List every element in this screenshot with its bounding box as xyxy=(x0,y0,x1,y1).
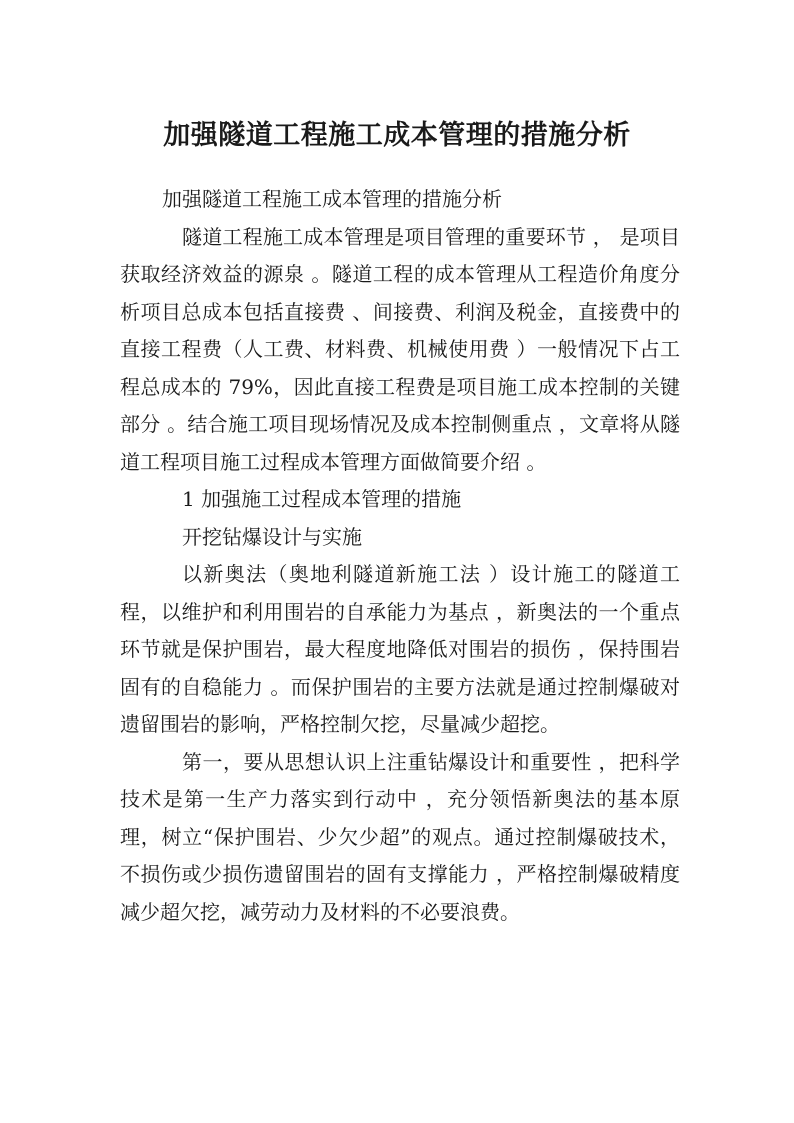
subsection-heading: 开挖钻爆设计与实施 xyxy=(182,524,362,549)
document-subtitle: 加强隧道工程施工成本管理的措施分析 xyxy=(162,187,502,211)
body-paragraph-2: 以新奥法（奥地利隧道新施工法 ）设计施工的隧道工程，以维护和利用围岩的自承能力为基点 ，新奥法的一个重点环节就是保护围岩，最大程度地降低对围岩的损伤 ，保持围岩固有的自稳能力 。而保护围岩的主要方法就是通过控制爆破对遗留围岩的影响，严格控制欠挖，尽量减少超挖。 xyxy=(120,562,680,736)
document-title: 加强隧道工程施工成本管理的措施分析 xyxy=(163,120,631,152)
document-body xyxy=(120,181,680,931)
intro-paragraph: 隧道工程施工成本管理是项目管理的重要环节 ， 是项目获取经济效益的源泉 。隧道工程的成本管理从工程造价角度分析项目总成本包括直接费 、间接费、利润及税金，直接费中的直接工程费（人工费、材料费、机械使用费 ）一般情况下占工程总成本的 79%，因此直接工程费是项目施工成本控制的关键部分 。结合施工项目现场情况及成本控制侧重点 ，文章将从隧道工程项目施工过程成本管理方面做简要介绍 。 xyxy=(120,224,680,474)
body-paragraph-3: 第一，要从思想认识上注重钻爆设计和重要性 ，把科学技术是第一生产力落实到行动中 ，充分领悟新奥法的基本原理，树立“保护围岩、少欠少超”的观点。通过控制爆破技术，不损伤或少损伤遗留围岩的固有支撑能力 ，严格控制爆破精度减少超欠挖，减劳动力及材料的不必要浪费。 xyxy=(120,749,680,924)
section-heading: 1 加强施工过程成本管理的措施 xyxy=(182,487,462,511)
